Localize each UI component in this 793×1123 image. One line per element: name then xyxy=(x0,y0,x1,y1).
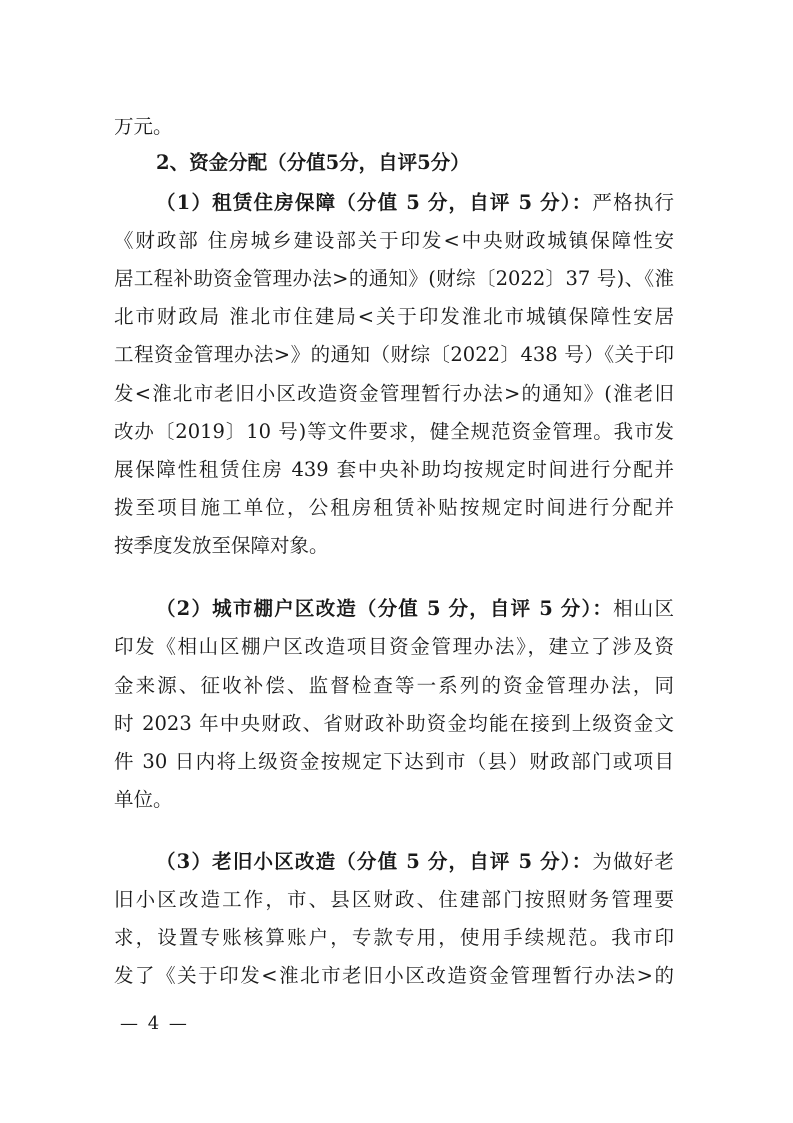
text-line: 金来源、征收补偿、监督检查等一系列的资金管理办法，同 xyxy=(114,674,674,697)
text-line: 北市财政局 淮北市住建局<关于印发淮北市城镇保障性安居 xyxy=(114,305,674,328)
text-line: 件 30 日内将上级资金按规定下达到市（县）财政部门或项目 xyxy=(114,750,674,773)
subsection-heading: （2）城市棚户区改造（分值 5 分，自评 5 分）： xyxy=(156,597,614,620)
section-heading: 2、资金分配（分值5分，自评5分） xyxy=(156,151,470,174)
text-line: 工程资金管理办法>》的通知（财综〔2022〕438 号）《关于印 xyxy=(114,343,674,366)
text-line: 求，设置专账核算账户，专款专用，使用手续规范。我市印 xyxy=(114,926,674,949)
text-line: 按季度发放至保障对象。 xyxy=(114,534,329,557)
text-line: 《财政部 住房城乡建设部关于印发<中央财政城镇保障性安 xyxy=(114,229,674,252)
text-line: 发<淮北市老旧小区改造资金管理暂行办法>的通知》(淮老旧 xyxy=(114,382,674,405)
text-line: 居工程补助资金管理办法>的通知》(财综〔2022〕37 号)、《淮 xyxy=(114,267,674,290)
text-line: 旧小区改造工作，市、县区财政、住建部门按照财务管理要 xyxy=(114,888,674,911)
text-line: 印发《相山区棚户区改造项目资金管理办法》，建立了涉及资 xyxy=(114,635,674,658)
subsection-heading: （3）老旧小区改造（分值 5 分，自评 5 分）： xyxy=(156,850,593,873)
text-line: 展保障性租赁住房 439 套中央补助均按规定时间进行分配并 xyxy=(114,458,674,481)
subsection-heading: （1）租赁住房保障（分值 5 分，自评 5 分）： xyxy=(156,191,593,214)
text-line: 发了《关于印发<淮北市老旧小区改造资金管理暂行办法>的 xyxy=(114,964,674,987)
text-line: 万元。 xyxy=(114,115,173,138)
page-number: — 4 — xyxy=(120,1013,189,1034)
text-line: 改办〔2019〕10 号)等文件要求，健全规范资金管理。我市发 xyxy=(114,420,674,443)
subsection-heading-line: （2）城市棚户区改造（分值 5 分，自评 5 分）：相山区 xyxy=(156,597,674,620)
subsection-heading-line: （3）老旧小区改造（分值 5 分，自评 5 分）：为做好老 xyxy=(156,850,674,873)
text-line: 拨至项目施工单位，公租房租赁补贴按规定时间进行分配并 xyxy=(114,496,674,519)
text-line: 时 2023 年中央财政、省财政补助资金均能在接到上级资金文 xyxy=(114,712,674,735)
subsection-heading-line: （1）租赁住房保障（分值 5 分，自评 5 分）：严格执行 xyxy=(156,191,674,214)
text-line: 单位。 xyxy=(114,788,173,811)
